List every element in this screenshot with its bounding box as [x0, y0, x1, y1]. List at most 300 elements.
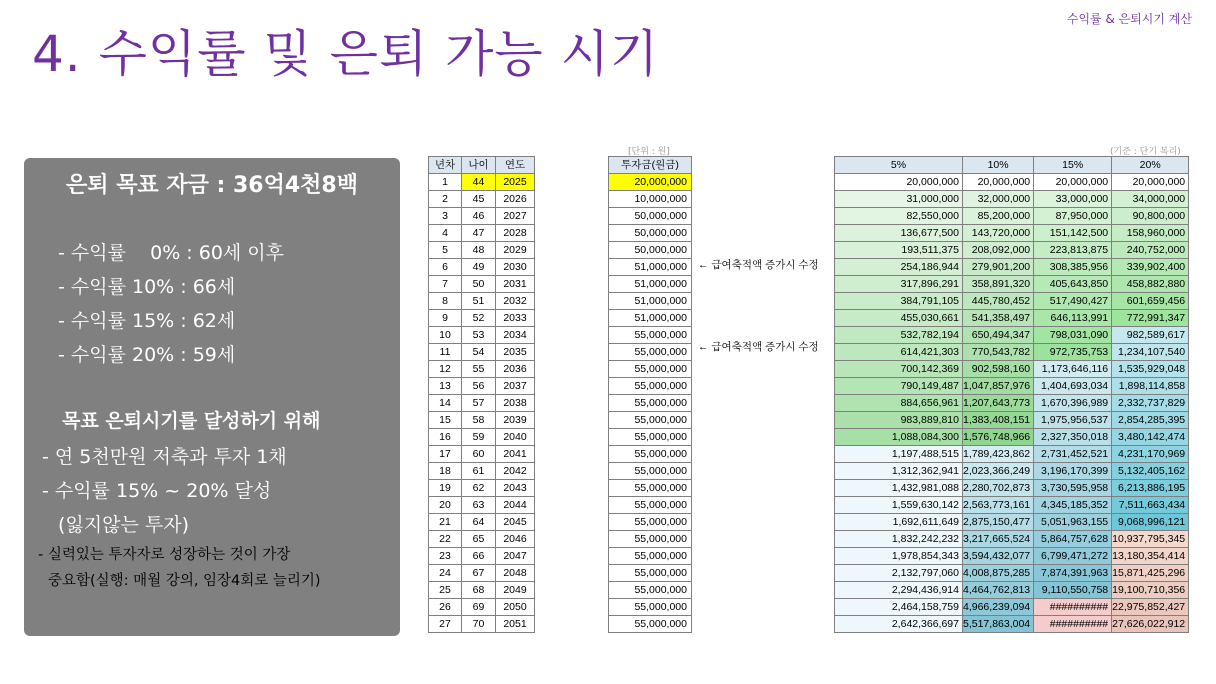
age-cell: 61	[462, 463, 496, 480]
table-row	[835, 548, 1189, 565]
return-cell: 384,791,105	[835, 293, 963, 310]
age-cell: 54	[462, 344, 496, 361]
return-cell: 1,978,854,343	[835, 548, 963, 565]
return-cell: 2,332,737,829	[1112, 395, 1189, 412]
return-cell: 85,200,000	[963, 208, 1034, 225]
return-cell: 1,234,107,540	[1112, 344, 1189, 361]
table-row	[609, 276, 692, 293]
return-cell: 143,720,000	[963, 225, 1034, 242]
principal-cell: 50,000,000	[609, 225, 692, 242]
returns-table	[834, 156, 1189, 633]
table-row	[609, 582, 692, 599]
age-cell: 66	[462, 548, 496, 565]
year-cell: 2036	[496, 361, 535, 378]
return-cell: 541,358,497	[963, 310, 1034, 327]
principal-cell: 55,000,000	[609, 497, 692, 514]
table-row	[429, 395, 535, 412]
year-index-cell: 9	[429, 310, 462, 327]
year-index-cell: 1	[429, 174, 462, 191]
year-index-cell: 24	[429, 565, 462, 582]
year-cell: 2041	[496, 446, 535, 463]
return-cell: 279,901,200	[963, 259, 1034, 276]
return-cell: 136,677,500	[835, 225, 963, 242]
return-cell: 1,207,643,773	[963, 395, 1034, 412]
age-cell: 67	[462, 565, 496, 582]
return-cell: 308,385,956	[1034, 259, 1112, 276]
table-row	[429, 463, 535, 480]
return-cell: 455,030,661	[835, 310, 963, 327]
year-cell: 2044	[496, 497, 535, 514]
table-row	[429, 531, 535, 548]
year-cell: 2030	[496, 259, 535, 276]
table-row	[835, 463, 1189, 480]
age-cell: 59	[462, 429, 496, 446]
note-line: 중요함(실행: 매월 강의, 임장4회로 늘리기)	[48, 573, 321, 589]
return-cell: 32,000,000	[963, 191, 1034, 208]
return-cell: 1,088,084,300	[835, 429, 963, 446]
year-index-cell: 8	[429, 293, 462, 310]
table-row	[429, 310, 535, 327]
table-row	[429, 293, 535, 310]
age-cell: 56	[462, 378, 496, 395]
return-cell: 20,000,000	[1112, 174, 1189, 191]
table-row	[835, 191, 1189, 208]
return-cell: 902,598,160	[963, 361, 1034, 378]
table-row	[609, 565, 692, 582]
age-cell: 46	[462, 208, 496, 225]
table-row	[609, 174, 692, 191]
age-cell: 44	[462, 174, 496, 191]
return-cell: 20,000,000	[1034, 174, 1112, 191]
principal-cell: 55,000,000	[609, 531, 692, 548]
return-cell: 6,799,471,272	[1034, 548, 1112, 565]
year-cell: 2026	[496, 191, 535, 208]
return-cell: 2,875,150,477	[963, 514, 1034, 531]
table-row	[429, 344, 535, 361]
year-cell: 2040	[496, 429, 535, 446]
return-cell: 3,730,595,958	[1034, 480, 1112, 497]
year-index-cell: 22	[429, 531, 462, 548]
return-cell: 517,490,427	[1034, 293, 1112, 310]
age-cell: 60	[462, 446, 496, 463]
header-rate-15: 15%	[1034, 157, 1112, 174]
year-cell: 2037	[496, 378, 535, 395]
year-cell: 2039	[496, 412, 535, 429]
return-cell: 405,643,850	[1034, 276, 1112, 293]
year-index-cell: 2	[429, 191, 462, 208]
year-index-cell: 7	[429, 276, 462, 293]
age-cell: 45	[462, 191, 496, 208]
year-index-cell: 21	[429, 514, 462, 531]
principal-cell: 55,000,000	[609, 548, 692, 565]
return-cell: 2,731,452,521	[1034, 446, 1112, 463]
return-cell: 7,874,391,963	[1034, 565, 1112, 582]
table-row	[835, 310, 1189, 327]
header-age: 나이	[462, 157, 496, 174]
table-row	[835, 259, 1189, 276]
table-row	[835, 344, 1189, 361]
return-cell: 358,891,320	[963, 276, 1034, 293]
age-cell: 68	[462, 582, 496, 599]
year-index-cell: 18	[429, 463, 462, 480]
principal-cell: 55,000,000	[609, 344, 692, 361]
table-row	[429, 361, 535, 378]
header-year: 연도	[496, 157, 535, 174]
return-cell: ##########	[1034, 599, 1112, 616]
return-cell: 31,000,000	[835, 191, 963, 208]
return-cell: 3,594,432,077	[963, 548, 1034, 565]
summary-panel	[24, 158, 400, 636]
return-cell: 646,113,991	[1034, 310, 1112, 327]
return-cell: 4,966,239,094	[963, 599, 1034, 616]
table-row	[609, 378, 692, 395]
year-cell: 2031	[496, 276, 535, 293]
year-table	[428, 156, 535, 633]
year-index-cell: 17	[429, 446, 462, 463]
return-cell: 2,294,436,914	[835, 582, 963, 599]
table-row	[609, 548, 692, 565]
table-row	[609, 480, 692, 497]
year-index-cell: 13	[429, 378, 462, 395]
salary-note: ← 급여축적액 증가시 수정	[698, 341, 819, 353]
year-cell: 2028	[496, 225, 535, 242]
return-cell: 4,008,875,285	[963, 565, 1034, 582]
table-row	[609, 225, 692, 242]
age-cell: 48	[462, 242, 496, 259]
table-row	[429, 514, 535, 531]
return-cell: 82,550,000	[835, 208, 963, 225]
return-cell: 1,576,748,966	[963, 429, 1034, 446]
year-cell: 2027	[496, 208, 535, 225]
return-cell: 87,950,000	[1034, 208, 1112, 225]
table-row	[429, 191, 535, 208]
year-index-cell: 3	[429, 208, 462, 225]
return-cell: 22,975,852,427	[1112, 599, 1189, 616]
principal-cell: 51,000,000	[609, 276, 692, 293]
return-cell: 1,432,981,088	[835, 480, 963, 497]
return-cell: 798,031,090	[1034, 327, 1112, 344]
principal-cell: 55,000,000	[609, 599, 692, 616]
header-rate-10: 10%	[963, 157, 1034, 174]
return-cell: 1,692,611,649	[835, 514, 963, 531]
year-index-cell: 26	[429, 599, 462, 616]
table-row	[835, 616, 1189, 633]
table-row	[835, 582, 1189, 599]
return-cell: 2,563,773,161	[963, 497, 1034, 514]
basis-label: (기준 : 단기 복리)	[1110, 147, 1181, 157]
age-cell: 70	[462, 616, 496, 633]
table-row	[835, 361, 1189, 378]
year-index-cell: 27	[429, 616, 462, 633]
return-cell: 193,511,375	[835, 242, 963, 259]
table-row	[835, 565, 1189, 582]
table-row	[835, 242, 1189, 259]
table-row	[609, 429, 692, 446]
return-cell: 158,960,000	[1112, 225, 1189, 242]
table-row	[429, 565, 535, 582]
return-cell: 240,752,000	[1112, 242, 1189, 259]
return-cell: 5,132,405,162	[1112, 463, 1189, 480]
return-cell: 2,132,797,060	[835, 565, 963, 582]
year-cell: 2038	[496, 395, 535, 412]
return-cell: 772,991,347	[1112, 310, 1189, 327]
year-index-cell: 5	[429, 242, 462, 259]
return-cell: 445,780,452	[963, 293, 1034, 310]
return-cell: 770,543,782	[963, 344, 1034, 361]
unit-label: [단위 : 원]	[628, 147, 670, 157]
principal-cell: 55,000,000	[609, 429, 692, 446]
return-cell: 3,480,142,474	[1112, 429, 1189, 446]
return-cell: 90,800,000	[1112, 208, 1189, 225]
principal-cell: 55,000,000	[609, 463, 692, 480]
return-cell: 223,813,875	[1034, 242, 1112, 259]
table-row	[835, 174, 1189, 191]
return-cell: 1,173,646,116	[1034, 361, 1112, 378]
rate-line: - 수익률 10% : 66세	[58, 276, 236, 298]
table-row	[609, 361, 692, 378]
age-cell: 63	[462, 497, 496, 514]
principal-cell: 55,000,000	[609, 446, 692, 463]
principal-cell: 51,000,000	[609, 293, 692, 310]
return-cell: 2,280,702,873	[963, 480, 1034, 497]
table-row	[429, 599, 535, 616]
table-row	[835, 429, 1189, 446]
principal-cell: 55,000,000	[609, 395, 692, 412]
table-row	[609, 310, 692, 327]
table-row	[609, 514, 692, 531]
table-row	[609, 242, 692, 259]
table-row	[609, 446, 692, 463]
year-cell: 2047	[496, 548, 535, 565]
principal-table	[608, 156, 692, 633]
year-index-cell: 16	[429, 429, 462, 446]
year-cell: 2051	[496, 616, 535, 633]
page-title: 4. 수익률 및 은퇴 가능 시기	[32, 25, 660, 83]
age-cell: 53	[462, 327, 496, 344]
table-row	[835, 446, 1189, 463]
return-cell: 2,854,285,395	[1112, 412, 1189, 429]
salary-note: ← 급여축적액 증가시 수정	[698, 259, 819, 271]
note-line: - 실력있는 투자자로 성장하는 것이 가장	[38, 547, 291, 563]
table-row	[429, 616, 535, 633]
table-row	[609, 395, 692, 412]
year-index-cell: 23	[429, 548, 462, 565]
table-row	[429, 497, 535, 514]
table-row	[429, 446, 535, 463]
principal-cell: 50,000,000	[609, 208, 692, 225]
table-row	[609, 259, 692, 276]
year-index-cell: 20	[429, 497, 462, 514]
principal-cell: 55,000,000	[609, 582, 692, 599]
table-row	[429, 429, 535, 446]
return-cell: 2,642,366,697	[835, 616, 963, 633]
return-cell: 5,517,863,004	[963, 616, 1034, 633]
table-row	[609, 293, 692, 310]
return-cell: 532,782,194	[835, 327, 963, 344]
age-cell: 50	[462, 276, 496, 293]
principal-cell: 55,000,000	[609, 378, 692, 395]
table-row	[429, 208, 535, 225]
header-principal: 투자금(원금)	[609, 157, 692, 174]
panel-subheading: 목표 은퇴시기를 달성하기 위해	[62, 410, 321, 432]
return-cell: 15,871,425,296	[1112, 565, 1189, 582]
age-cell: 55	[462, 361, 496, 378]
table-row	[429, 378, 535, 395]
return-cell: 339,902,400	[1112, 259, 1189, 276]
point-line: - 연 5천만원 저축과 투자 1채	[42, 446, 287, 468]
age-cell: 65	[462, 531, 496, 548]
year-cell: 2043	[496, 480, 535, 497]
table-row	[429, 276, 535, 293]
return-cell: 601,659,456	[1112, 293, 1189, 310]
return-cell: 5,051,963,155	[1034, 514, 1112, 531]
return-cell: 3,217,665,524	[963, 531, 1034, 548]
return-cell: 151,142,500	[1034, 225, 1112, 242]
table-row	[609, 327, 692, 344]
return-cell: 254,186,944	[835, 259, 963, 276]
age-cell: 69	[462, 599, 496, 616]
table-row	[609, 599, 692, 616]
rate-line: - 수익률 0% : 60세 이후	[58, 242, 285, 264]
return-cell: 972,735,753	[1034, 344, 1112, 361]
return-cell: 4,345,185,352	[1034, 497, 1112, 514]
return-cell: 9,068,996,121	[1112, 514, 1189, 531]
year-index-cell: 14	[429, 395, 462, 412]
table-row	[609, 463, 692, 480]
return-cell: 20,000,000	[963, 174, 1034, 191]
return-cell: 317,896,291	[835, 276, 963, 293]
return-cell: 983,889,810	[835, 412, 963, 429]
return-cell: 7,511,663,434	[1112, 497, 1189, 514]
age-cell: 57	[462, 395, 496, 412]
table-row	[835, 208, 1189, 225]
return-cell: 650,494,347	[963, 327, 1034, 344]
return-cell: 790,149,487	[835, 378, 963, 395]
header-rate-20: 20%	[1112, 157, 1189, 174]
table-row	[835, 599, 1189, 616]
year-cell: 2035	[496, 344, 535, 361]
return-cell: 9,110,550,758	[1034, 582, 1112, 599]
table-row	[429, 480, 535, 497]
table-row	[835, 412, 1189, 429]
year-cell: 2049	[496, 582, 535, 599]
table-row	[429, 582, 535, 599]
principal-cell: 55,000,000	[609, 327, 692, 344]
table-row	[609, 497, 692, 514]
principal-cell: 51,000,000	[609, 310, 692, 327]
table-row	[609, 344, 692, 361]
return-cell: 4,231,170,969	[1112, 446, 1189, 463]
return-cell: 1,047,857,976	[963, 378, 1034, 395]
principal-cell: 51,000,000	[609, 259, 692, 276]
return-cell: 19,100,710,356	[1112, 582, 1189, 599]
return-cell: 1,898,114,858	[1112, 378, 1189, 395]
return-cell: 1,832,242,232	[835, 531, 963, 548]
return-cell: 1,383,408,151	[963, 412, 1034, 429]
return-cell: 6,213,886,195	[1112, 480, 1189, 497]
panel-heading: 은퇴 목표 자금 : 36억4천8백	[66, 173, 358, 198]
table-row	[429, 242, 535, 259]
point-line: (잃지않는 투자)	[58, 514, 189, 536]
year-index-cell: 10	[429, 327, 462, 344]
principal-cell: 50,000,000	[609, 242, 692, 259]
principal-cell: 55,000,000	[609, 412, 692, 429]
table-row	[835, 225, 1189, 242]
return-cell: 10,937,795,345	[1112, 531, 1189, 548]
table-row	[429, 225, 535, 242]
return-cell: 884,656,961	[835, 395, 963, 412]
return-cell: 2,327,350,018	[1034, 429, 1112, 446]
return-cell: 614,421,303	[835, 344, 963, 361]
principal-cell: 10,000,000	[609, 191, 692, 208]
age-cell: 51	[462, 293, 496, 310]
return-cell: 27,626,022,912	[1112, 616, 1189, 633]
table-row	[835, 276, 1189, 293]
year-cell: 2042	[496, 463, 535, 480]
return-cell: 3,196,170,399	[1034, 463, 1112, 480]
return-cell: 13,180,354,414	[1112, 548, 1189, 565]
rate-line: - 수익률 20% : 59세	[58, 344, 236, 366]
year-cell: 2032	[496, 293, 535, 310]
return-cell: 2,023,366,249	[963, 463, 1034, 480]
return-cell: 1,789,423,862	[963, 446, 1034, 463]
age-cell: 58	[462, 412, 496, 429]
age-cell: 47	[462, 225, 496, 242]
return-cell: 1,535,929,048	[1112, 361, 1189, 378]
year-cell: 2033	[496, 310, 535, 327]
return-cell: 5,864,757,628	[1034, 531, 1112, 548]
table-row	[429, 327, 535, 344]
year-cell: 2034	[496, 327, 535, 344]
age-cell: 52	[462, 310, 496, 327]
return-cell: 2,464,158,759	[835, 599, 963, 616]
table-row	[429, 412, 535, 429]
return-cell: 208,092,000	[963, 242, 1034, 259]
return-cell: 20,000,000	[835, 174, 963, 191]
table-row	[835, 497, 1189, 514]
principal-cell: 55,000,000	[609, 565, 692, 582]
return-cell: 1,312,362,941	[835, 463, 963, 480]
table-row	[835, 395, 1189, 412]
header-rate-5: 5%	[835, 157, 963, 174]
year-cell: 2045	[496, 514, 535, 531]
age-cell: 64	[462, 514, 496, 531]
year-index-cell: 4	[429, 225, 462, 242]
return-cell: 1,559,630,142	[835, 497, 963, 514]
table-row	[609, 616, 692, 633]
principal-cell: 20,000,000	[609, 174, 692, 191]
principal-cell: 55,000,000	[609, 616, 692, 633]
table-row	[609, 412, 692, 429]
return-cell: 4,464,762,813	[963, 582, 1034, 599]
return-cell: ##########	[1034, 616, 1112, 633]
return-cell: 1,975,956,537	[1034, 412, 1112, 429]
table-row	[609, 208, 692, 225]
point-line: - 수익률 15% ~ 20% 달성	[42, 480, 272, 502]
year-cell: 2050	[496, 599, 535, 616]
age-cell: 62	[462, 480, 496, 497]
table-row	[835, 480, 1189, 497]
corner-label: 수익률 & 은퇴시기 계산	[1066, 12, 1192, 26]
year-cell: 2025	[496, 174, 535, 191]
principal-cell: 55,000,000	[609, 514, 692, 531]
return-cell: 1,404,693,034	[1034, 378, 1112, 395]
age-cell: 49	[462, 259, 496, 276]
table-row	[609, 531, 692, 548]
return-cell: 34,000,000	[1112, 191, 1189, 208]
year-cell: 2029	[496, 242, 535, 259]
table-row	[429, 174, 535, 191]
